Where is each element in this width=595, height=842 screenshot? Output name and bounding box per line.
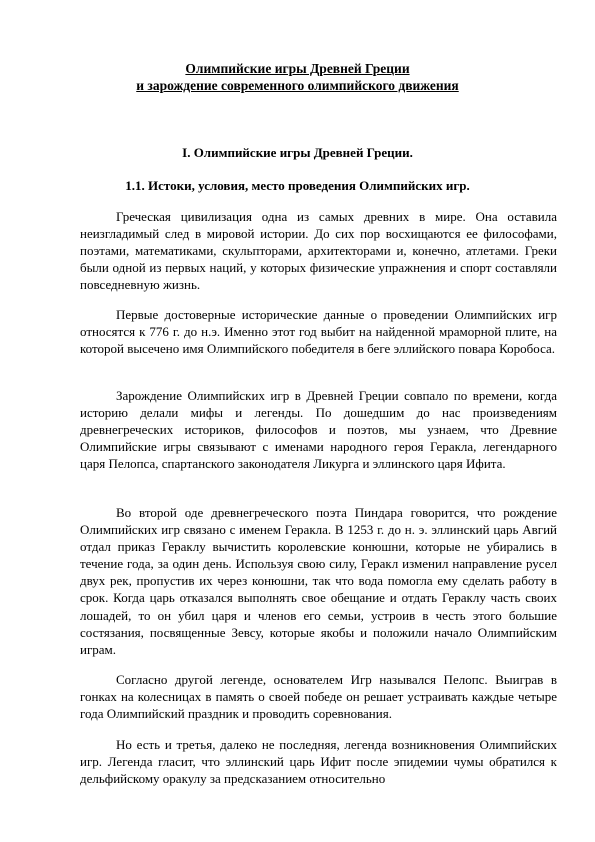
subsection-heading: 1.1. Истоки, условия, место проведения Олимпийских игр. [125,178,470,193]
paragraph-3: Зарождение Олимпийских игр в Древней Греции совпало по времени, когда историю делали мифы и легенды. По дошедшим до нас произведениям древнегреческих историков, философов и поэтов, мы узнаем, что Древние Олимпийские игры связывают с именами народного героя Геракла, легендарного царя Пелопса, спартанского законодателя Ликурга и эллинского царя Ифита. [80,388,557,472]
paragraph-2: Первые достоверные исторические данные о проведении Олимпийских игр относятся к 776 г. до н.э. Именно этот год выбит на найденной мраморной плите, на которой высечено имя Олимпийского победителя в беге эллийского повара Коробоса. [80,307,557,357]
paragraph-5: Согласно другой легенде, основателем Игр назывался Пелопс. Выиграв в гонках на колесницах в память о своей победе он решает устраивать каждые четыре года Олимпийский праздник и проводить соревнования. [80,672,557,722]
paragraph-6: Но есть и третья, далеко не последняя, легенда возникновения Олимпийских игр. Легенда гласит, что эллинский царь Ифит после эпидемии чумы обратился к дельфийскому оракулу за предсказанием относительно [80,737,557,787]
paragraph-1: Греческая цивилизация одна из самых древних в мире. Она оставила неизгладимый след в мировой истории. До сих пор восхищаются ее философами, поэтами, математиками, скульпторами, архитекторами и, конечно, атлетами. Греки были одной из первых наций, у которых физические упражнения и спорт составляли повседневную жизнь. [80,209,557,293]
document-title-line-2: и зарождение современного олимпийского движения [136,78,459,93]
document-title-line-1: Олимпийские игры Древней Греции [185,61,410,76]
section-heading: I. Олимпийские игры Древней Греции. [182,145,413,160]
paragraph-4: Во второй оде древнегреческого поэта Пиндара говорится, что рождение Олимпийских игр связано с именем Геракла. В 1253 г. до н. э. эллинский царь Авгий отдал приказ Гераклу вычистить королевские конюшни, которые не убирались в течение года, за один день. Используя свою силу, Геракл изменил направление русел двух рек, пропустив их через конюшни, так что вода помогла ему сделать работу в срок. Когда царь отказался выполнять свое обещание и отдать Гераклу часть своих лошадей, то он убил царя и членов его семьи, устроив в честь этого большие состязания, посвященные Зевсу, которые якобы и положили начало Олимпийским играм. [80,505,557,657]
